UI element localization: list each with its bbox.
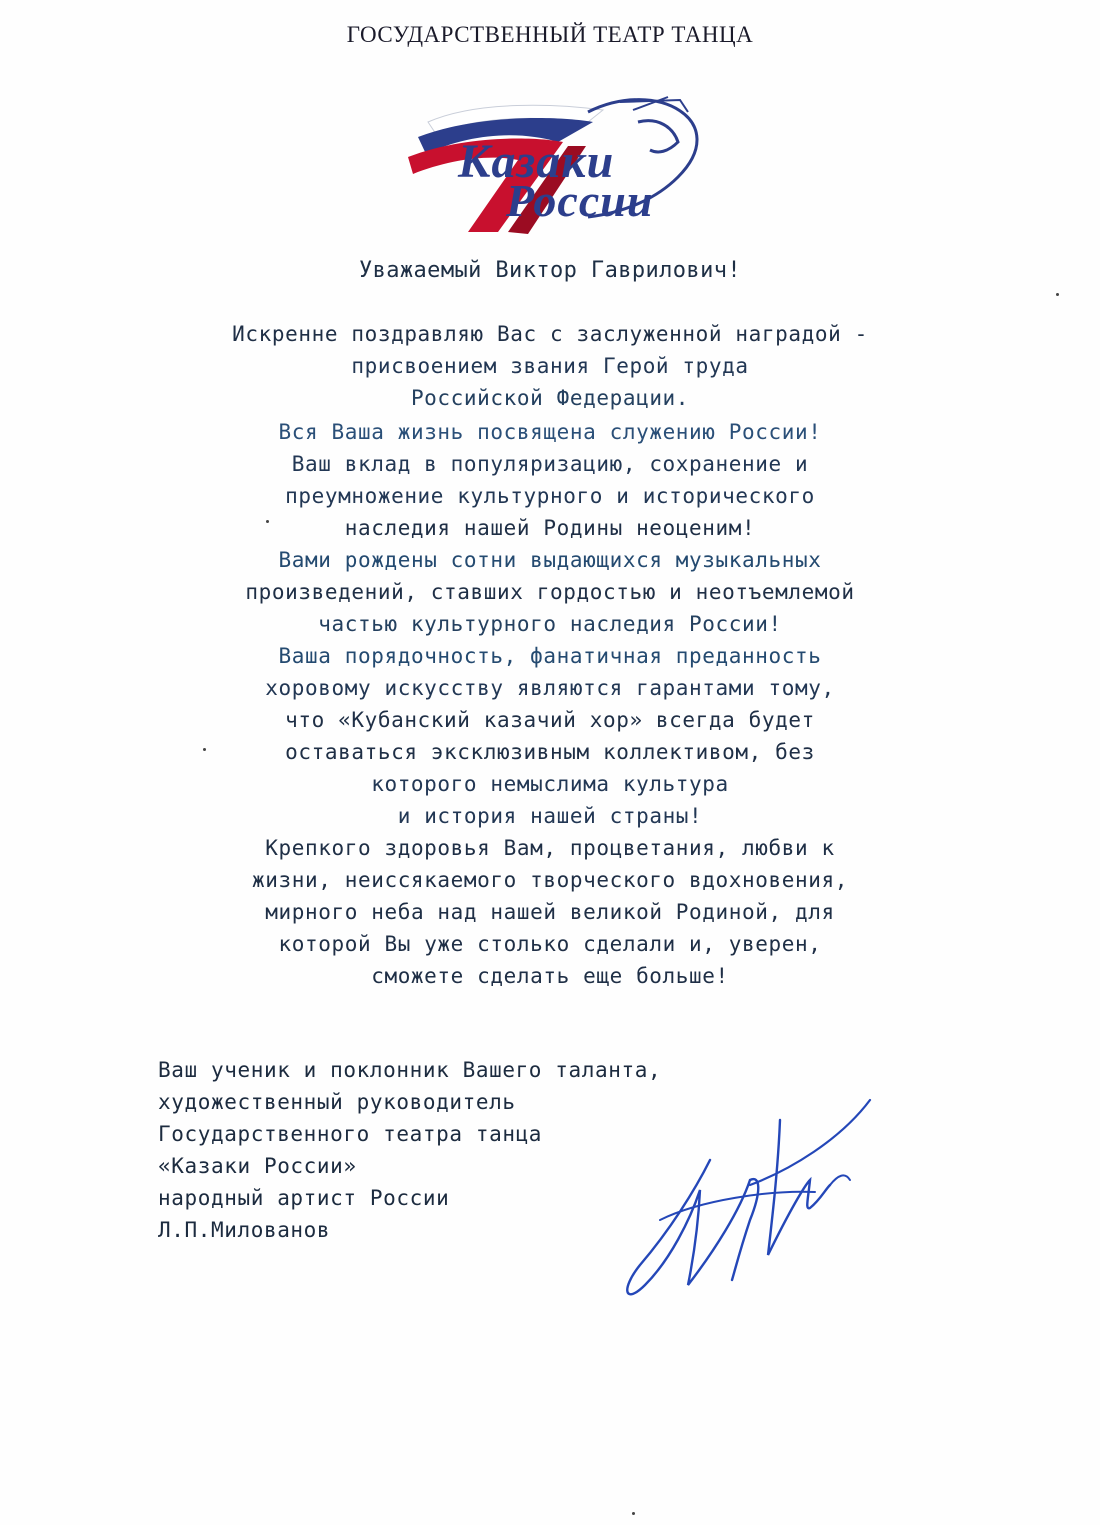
body-line: преумножение культурного и исторического (285, 484, 815, 508)
kazaki-rossii-logo (388, 82, 728, 247)
signoff-line: «Казаки России» (158, 1154, 357, 1178)
body-line: Вся Ваша жизнь посвящена служению России! (278, 420, 822, 444)
body-line: Российской Федерации. (410, 386, 690, 410)
signoff-line: Ваш ученик и поклонник Вашего таланта, (158, 1058, 662, 1082)
body-line: мирного неба над нашей великой Родиной, для (265, 900, 835, 924)
body-line: сможете сделать еще больше! (371, 964, 729, 988)
body-line: Вами рождены сотни выдающихся музыкальных (278, 548, 822, 572)
body-line: Искренне поздравляю Вас с заслуженной наградой - (232, 322, 868, 346)
body-line: что «Кубанский казачий хор» всегда будет (285, 708, 815, 732)
body-line: которой Вы уже столько сделали и, уверен, (278, 932, 822, 956)
organization-header: ГОСУДАРСТВЕННЫЙ ТЕАТР ТАНЦА (346, 22, 754, 47)
body-line: частью культурного наследия России! (318, 612, 782, 636)
body-line: Ваша порядочность, фанатичная преданность (278, 644, 822, 668)
scan-speck (266, 520, 269, 523)
signoff-line: художественный руководитель (158, 1090, 516, 1114)
salutation: Уважаемый Виктор Гаврилович! (358, 258, 742, 283)
signoff-line: Государственного театра танца (158, 1122, 543, 1146)
handwritten-signature (600, 1080, 920, 1320)
logo-text-line2: России (506, 175, 654, 226)
signoff-line: Л.П.Милованов (158, 1218, 331, 1242)
body-line: произведений, ставших гордостью и неотъемлемой (245, 580, 855, 604)
scan-speck (632, 1512, 635, 1515)
body-line: и история нашей страны! (397, 804, 703, 828)
logo-text-line1: Казаки (458, 135, 615, 188)
body-line: присвоением звания Герой труда (351, 354, 749, 378)
body-line: Ваш вклад в популяризацию, сохранение и (291, 452, 809, 476)
body-line: наследия нашей Родины неоценим! (344, 516, 756, 540)
scan-speck (203, 748, 206, 751)
body-line: хоровому искусству являются гарантами тому, (265, 676, 835, 700)
scan-speck (1056, 293, 1059, 296)
body-line: которого немыслима культура (371, 772, 729, 796)
body-line: Крепкого здоровья Вам, процветания, любви к (265, 836, 835, 860)
body-line: жизни, неиссякаемого творческого вдохновения, (252, 868, 848, 892)
body-line: оставаться эксклюзивным коллективом, без (285, 740, 815, 764)
signoff-line: народный артист России (158, 1186, 450, 1210)
